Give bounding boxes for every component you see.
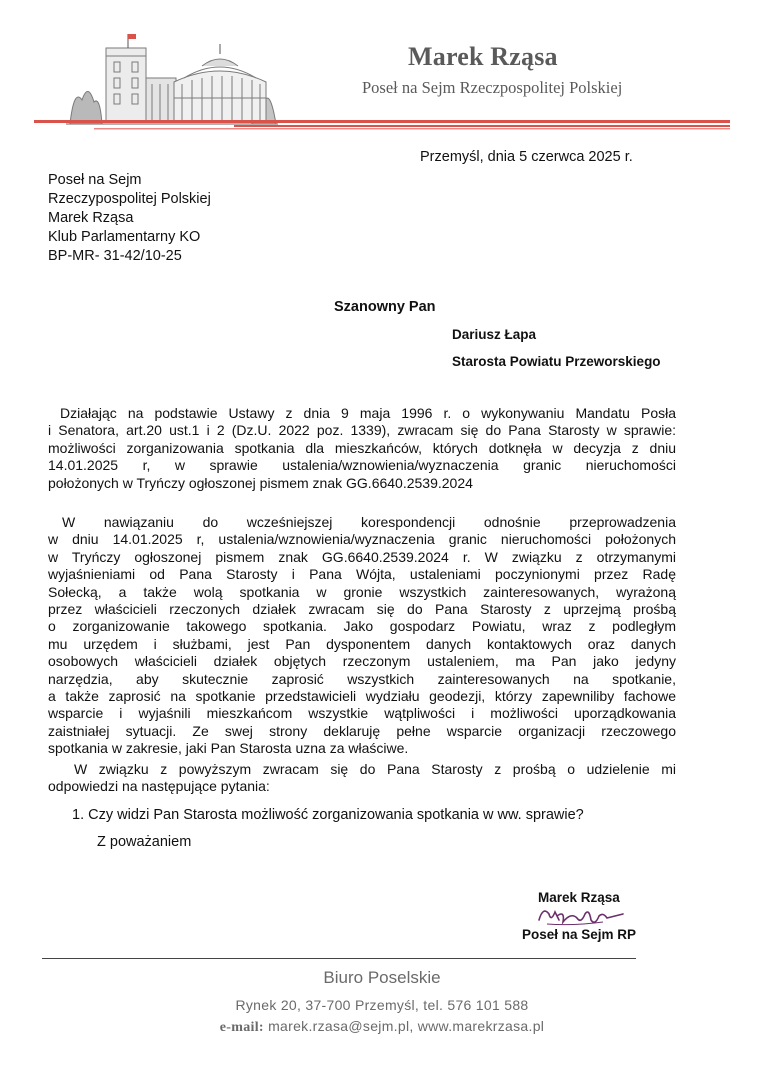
recipient-title: Starosta Powiatu Przeworskiego bbox=[452, 354, 661, 369]
paragraph-line: Działając na podstawie Ustawy z dnia 9 maja 1996 r. o wykonywaniu Mandatu Posła bbox=[60, 405, 676, 421]
footer-contact bbox=[0, 1018, 764, 1036]
sender-line: Marek Rząsa bbox=[48, 210, 134, 226]
contact-links[interactable]: marek.rzasa@sejm.pl, www.marekrzasa.pl bbox=[268, 1018, 545, 1034]
email-label: e-mail: bbox=[219, 1020, 264, 1035]
signatory-name: Marek Rząsa bbox=[538, 890, 620, 905]
footer-address: Rynek 20, 37-700 Przemyśl, tel. 576 101 588 bbox=[235, 997, 529, 1013]
sender-block bbox=[48, 171, 211, 266]
paragraph-line: a także zaprosić na spotkanie przedstawicieli wydziału geodezji, którzy zapewniliby fachowe bbox=[48, 688, 676, 705]
paragraph-line: wyjaśnieniami od Pana Starosty i Pana Wójta, ustaleniami poczynionymi przez Radę bbox=[48, 566, 676, 583]
paragraph-line: w Tryńczy ogłoszonej pismem znak GG.6640.2539.2024 r. W związku z otrzymanymi bbox=[48, 548, 676, 565]
question-item: 1. Czy widzi Pan Starosta możliwość zorganizowania spotkania w ww. sprawie? bbox=[72, 807, 584, 823]
paragraph-line: o zorganizowanie takowego spotkania. Jako gospodarz Powiatu, wraz z podległym bbox=[48, 618, 676, 635]
closing-phrase: Z poważaniem bbox=[97, 834, 192, 850]
paragraph-line: W związku z powyższym zwracam się do Pana Starosty z prośbą o udzielenie mi bbox=[74, 761, 676, 777]
paragraph-line: mu urzędem i służbami, jest Pan dysponentem danych kontaktowych oraz danych bbox=[48, 635, 676, 652]
footer-office: Biuro Poselskie bbox=[323, 968, 441, 987]
paragraph-line: W nawiązaniu do wcześniejszej korespondencji odnośnie przeprowadzenia bbox=[62, 514, 676, 530]
paragraph-line: możliwości zorganizowania spotkania dla mieszkańców, których dotknęła w decyzja z dniu bbox=[48, 439, 676, 456]
paragraph-line: i Senatora, art.20 ust.1 i 2 (Dz.U. 2022 poz. 1339), zwracam się do Pana Starosty w sprawie: bbox=[48, 422, 676, 439]
salutation: Szanowny Pan bbox=[334, 299, 436, 315]
header-name: Marek Rząsa bbox=[408, 42, 558, 71]
paragraph-1 bbox=[48, 405, 676, 492]
paragraph-line: odpowiedzi na następujące pytania: bbox=[48, 778, 270, 795]
header-rule bbox=[34, 120, 730, 132]
paragraph-line: wsparcie i wyjaśnili mieszkańcom wszystkie wątpliwości i możliwości uporządkowania bbox=[48, 705, 676, 722]
paragraph-line: Sołecką, a także wolą spotkania w gronie wszystkich zainteresowanych, wyrażoną bbox=[48, 583, 676, 600]
recipient-name: Dariusz Łapa bbox=[452, 327, 537, 342]
sender-line: Poseł na Sejm bbox=[48, 172, 142, 188]
paragraph-line: zaistniałej sytuacji. Ze swej strony deklaruję pełne wsparcie organizacji rzeczowego bbox=[48, 722, 676, 739]
paragraph-line: przez właścicieli rzeczonych działek zwracam się do Pana Starosty z uprzejmą prośbą bbox=[48, 601, 676, 618]
handwritten-signature bbox=[533, 900, 629, 928]
signatory-title: Poseł na Sejm RP bbox=[522, 927, 637, 942]
header-title: Poseł na Sejm Rzeczpospolitej Polskiej bbox=[362, 78, 623, 97]
letter-date: Przemyśl, dnia 5 czerwca 2025 r. bbox=[420, 149, 633, 165]
paragraph-line: w dniu 14.01.2025 r, ustalenia/wznowienia/wyznaczenia granic nieruchomości położonych bbox=[48, 531, 676, 548]
paragraph-3 bbox=[48, 761, 676, 796]
paragraph-line: spotkania w zakresie, jaki Pan Starosta uzna za właściwe. bbox=[48, 740, 409, 757]
paragraph-line: narzędzia, aby skutecznie zaprosić wszystkich zainteresowanych na spotkanie, bbox=[48, 670, 676, 687]
footer-divider bbox=[42, 958, 636, 959]
paragraph-line: 14.01.2025 r, w sprawie ustalenia/wznowienia/wyznaczenia granic nieruchomości bbox=[48, 457, 676, 474]
paragraph-2 bbox=[48, 514, 676, 758]
reference-number: BP-MR- 31-42/10-25 bbox=[48, 248, 182, 264]
paragraph-line: położonych w Tryńczy ogłoszonej pismem znak GG.6640.2539.2024 bbox=[48, 474, 473, 491]
sender-line: Rzeczypospolitej Polskiej bbox=[48, 191, 211, 207]
paragraph-line: osobowych właścicieli działek objętych rzeczonym ustaleniem, ma Pan jako jedyny bbox=[48, 653, 676, 670]
sender-line: Klub Parlamentarny KO bbox=[48, 229, 201, 245]
